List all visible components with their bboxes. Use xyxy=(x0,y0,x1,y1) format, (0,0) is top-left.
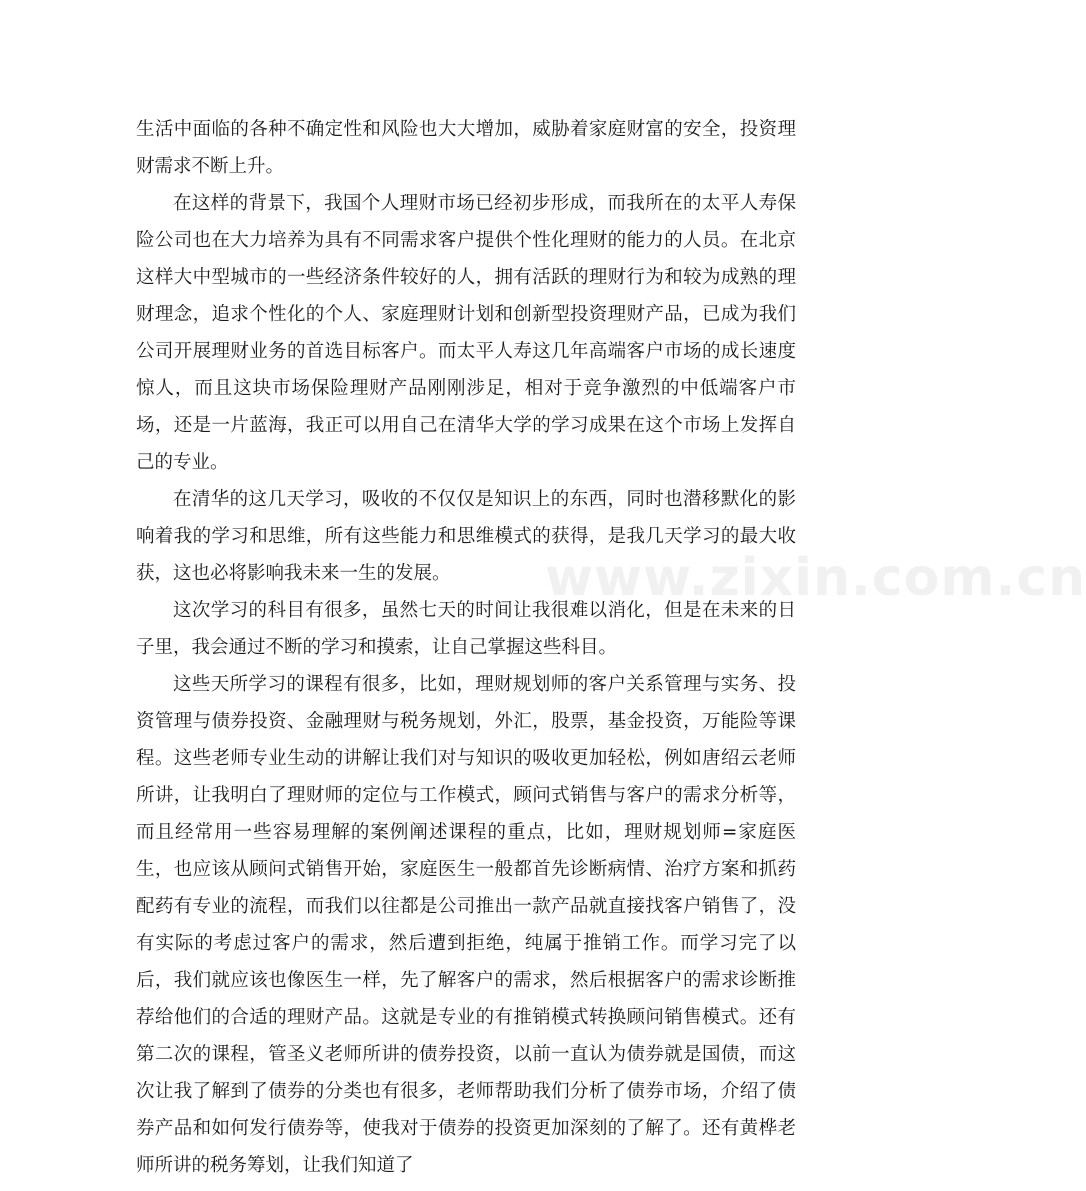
paragraph-2: 在这样的背景下，我国个人理财市场已经初步形成，而我所在的太平人寿保险公司也在大力培养为具有不同需求客户提供个性化理财的能力的人员。在北京这样大中型城市的一些经济条件较好的人，拥有活跃的理财行为和较为成熟的理财理念，追求个性化的个人、家庭理财计划和创新型投资理财产品，已成为我们公司开展理财业务的首选目标客户。而太平人寿这几年高端客户市场的成长速度惊人，而且这块市场保险理财产品刚刚涉足，相对于竞争激烈的中低端客户市场，还是一片蓝海，我正可以用自己在清华大学的学习成果在这个市场上发挥自己的专业。 xyxy=(136,193,796,473)
paragraph-1: 生活中面临的各种不确定性和风险也大大增加，威胁着家庭财富的安全，投资理财需求不断上升。 xyxy=(136,119,796,177)
paragraph-3: 在清华的这几天学习，吸收的不仅仅是知识上的东西，同时也潜移默化的影响着我的学习和思维，所有这些能力和思维模式的获得，是我几天学习的最大收获，这也必将影响我未来一生的发展。 xyxy=(136,489,796,584)
watermark-text: www.zixin.com.cn xyxy=(545,548,1086,608)
paragraph-4: 这次学习的科目有很多，虽然七天的时间让我很难以消化，但是在未来的日子里，我会通过不断的学习和摸索，让自己掌握这些科目。 xyxy=(136,600,796,658)
paragraph-5: 这些天所学习的课程有很多，比如，理财规划师的客户关系管理与实务、投资管理与债券投资、金融理财与税务规划，外汇，股票，基金投资，万能险等课程。这些老师专业生动的讲解让我们对与知识的吸收更加轻松，例如唐绍云老师所讲，让我明白了理财师的定位与工作模式，顾问式销售与客户的需求分析等，而且经常用一些容易理解的案例阐述课程的重点，比如，理财规划师=家庭医生，也应该从顾问式销售开始，家庭医生一般都首先诊断病情、治疗方案和抓药配药有专业的流程，而我们以往都是公司推出一款产品就直接找客户销售了，没有实际的考虑过客户的需求，然后遭到拒绝，纯属于推销工作。而学习完了以后，我们就应该也像医生一样，先了解客户的需求，然后根据客户的需求诊断推荐给他们的合适的理财产品。这就是专业的有推销模式转换顾问销售模式。还有第二次的课程，管圣义老师所讲的债券投资，以前一直认为债券就是国债，而这次让我了解到了债券的分类也有很多，老师帮助我们分析了债券市场，介绍了债券产品和如何发行债券等，使我对于债券的投资更加深刻的了解了。还有黄桦老师所讲的税务筹划，让我们知道了 xyxy=(136,674,796,1176)
document-body xyxy=(136,111,796,1184)
